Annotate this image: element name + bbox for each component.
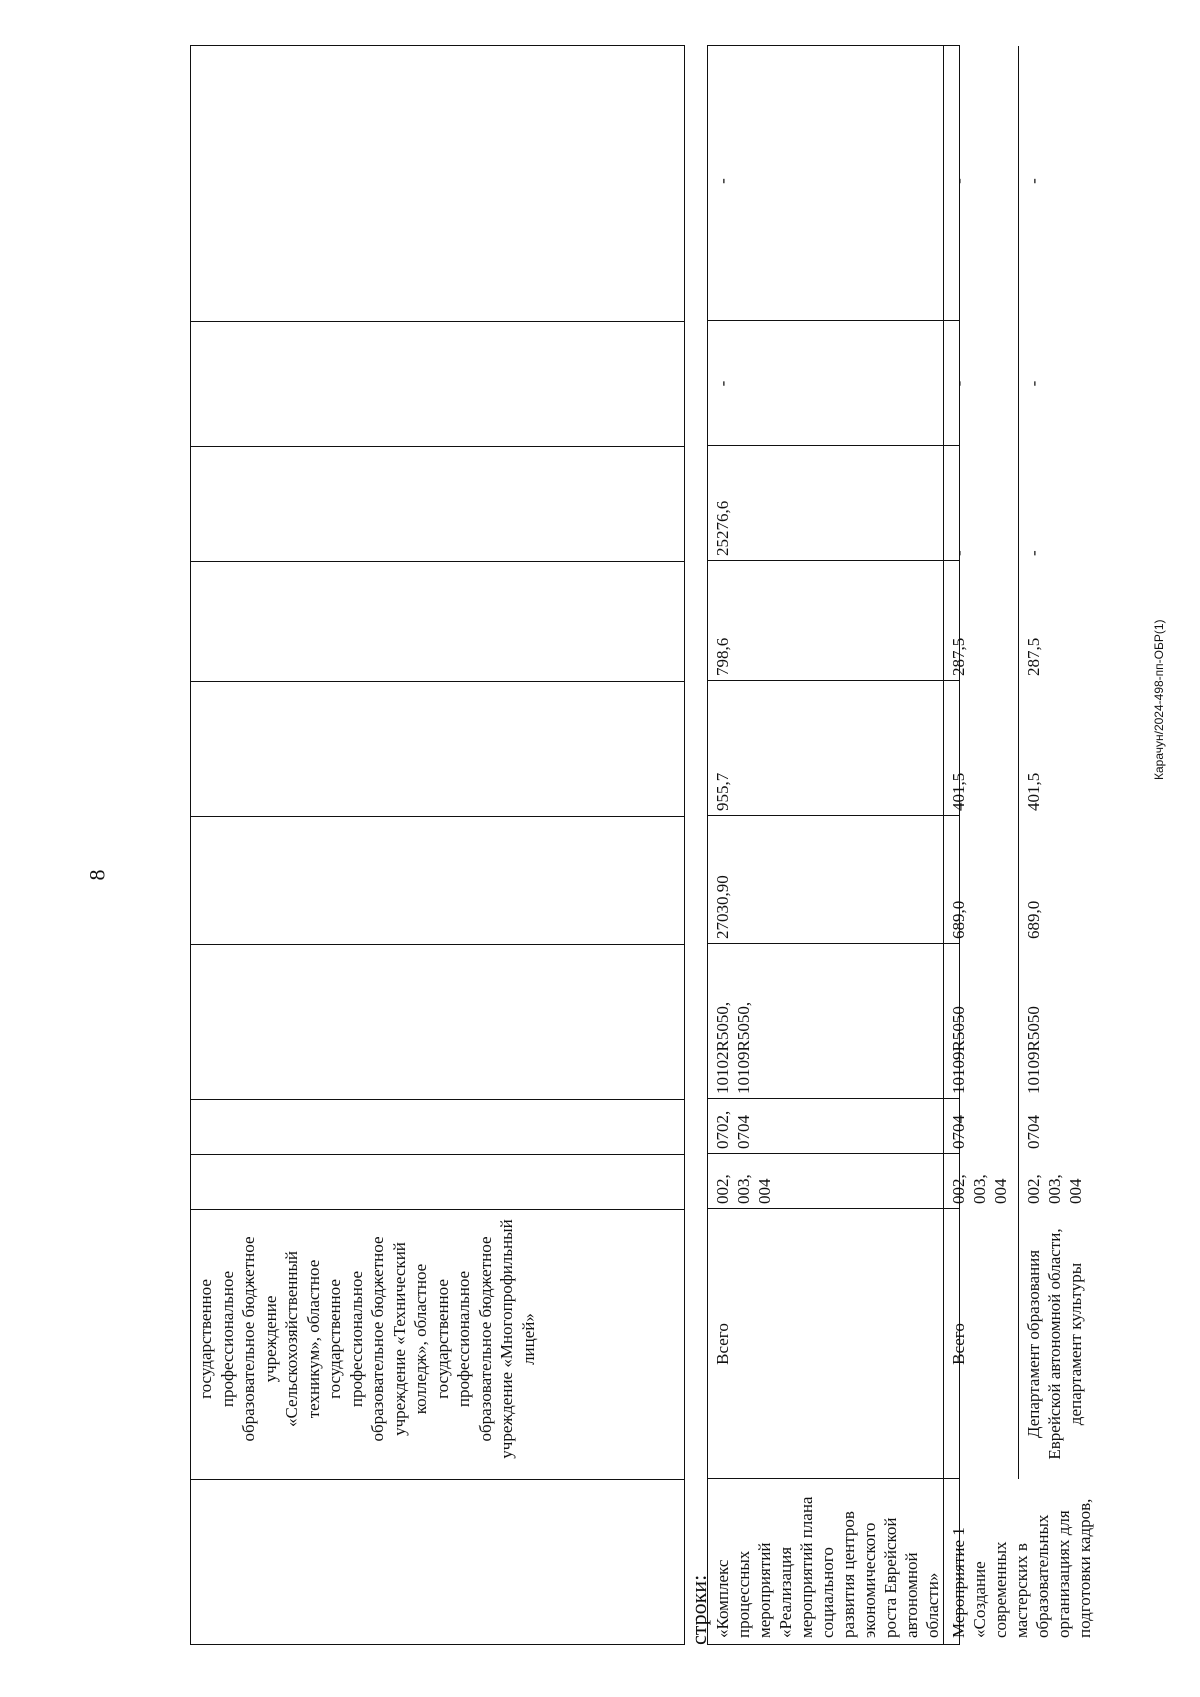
- divider: [708, 560, 959, 561]
- table-row-2-y2026: -: [949, 550, 968, 556]
- table-row-2-name: Мероприятие 1 «Создание современных мастерских в образовательных организациях для подготовки кадров,: [949, 1498, 1094, 1638]
- table-row-3-y2026: -: [1024, 550, 1043, 556]
- table-row-2-y2024: 401,5: [949, 772, 968, 811]
- upper-col-10: [191, 321, 684, 446]
- divider: [708, 320, 959, 321]
- divider: [708, 815, 959, 816]
- table-row-2-total: 689,0: [949, 900, 968, 939]
- section-label: строки:: [686, 1574, 711, 1645]
- table-row-1-2025: 798,6: [713, 637, 732, 676]
- table-row-3-y2027: -: [1024, 380, 1043, 387]
- upper-col-8: [191, 561, 684, 681]
- divider: [708, 943, 959, 944]
- table-row-3-csr: 10109R5050: [1024, 1006, 1043, 1094]
- table-row-2-executor: Всего: [949, 1323, 968, 1365]
- upper-col-6: [191, 816, 684, 944]
- table-row-3-grbs: 002, 003, 004: [1024, 1174, 1085, 1204]
- table-row-3-y2024: 401,5: [1024, 772, 1043, 811]
- upper-col-3: [191, 1154, 684, 1209]
- table-row-2-grbs: 002, 003, 004: [949, 1174, 1010, 1204]
- upper-col-9: [191, 446, 684, 561]
- divider: [708, 1208, 959, 1209]
- table-row-2-rzpr: 0704: [949, 1115, 968, 1149]
- table-row-2-csr: 10109R5050: [949, 1006, 968, 1094]
- row-separator: [1018, 46, 1019, 1479]
- table-row-1-2028: -: [713, 178, 732, 184]
- lower-table: [707, 45, 1094, 1645]
- table-row-3-y2028: -: [1024, 178, 1043, 184]
- table-row-1-name: «Комплекс процессных мероприятий «Реализация мероприятий плана социального развития центров экономического роста Еврейской автономной области»: [713, 1496, 942, 1638]
- table-row-3-y2025: 287,5: [1024, 637, 1043, 676]
- table-row-3-executor: Департамент образования Еврейской автономной области, департамент культуры: [1024, 1228, 1085, 1460]
- upper-col-4: [191, 1099, 684, 1154]
- table-row-1-executor: Всего: [713, 1323, 732, 1365]
- rotated-table-sheet: [190, 45, 1094, 1645]
- table-row-1-total: 27030,90: [713, 875, 732, 939]
- divider: [708, 1098, 959, 1099]
- upper-col-1: [191, 1479, 684, 1644]
- table-row-1-csr: 10102R5050, 10109R5050,: [713, 1001, 753, 1094]
- upper-col-5: [191, 944, 684, 1099]
- table-row-3-rzpr: 0704: [1024, 1115, 1043, 1149]
- divider: [708, 445, 959, 446]
- upper-table-fragment: [190, 45, 685, 1645]
- divider: [708, 1153, 959, 1154]
- upper-col-7: [191, 681, 684, 816]
- divider: [708, 680, 959, 681]
- row-separator: [943, 46, 944, 1644]
- divider: [708, 1478, 959, 1479]
- table-row-1-2024: 955,7: [713, 772, 732, 811]
- table-row-2-y2025: 287,5: [949, 637, 968, 676]
- table-row-2-y2027: -: [949, 380, 968, 387]
- upper-fragment-text: государственное профессиональное образовательное бюджетное учреждение «Сельскохозяйственный техникум», областное государственное профессиональное образовательное бюджетное учреждение «Технический колледж», областное государственное профессиональное образовательное бюджетное учреждение «Многопрофильный лицей»: [196, 1219, 538, 1459]
- table-row-1-2027: -: [713, 380, 732, 387]
- table-row-3-total: 689,0: [1024, 900, 1043, 939]
- upper-col-11: [191, 44, 684, 321]
- table-row-2-y2028: -: [949, 178, 968, 184]
- table-row-1-grbs: 002, 003, 004: [713, 1174, 774, 1204]
- table-row-1-2026: 25276,6: [713, 500, 732, 556]
- page-number: 8: [84, 869, 110, 881]
- table-row-1-rzpr: 0702, 0704: [713, 1110, 753, 1149]
